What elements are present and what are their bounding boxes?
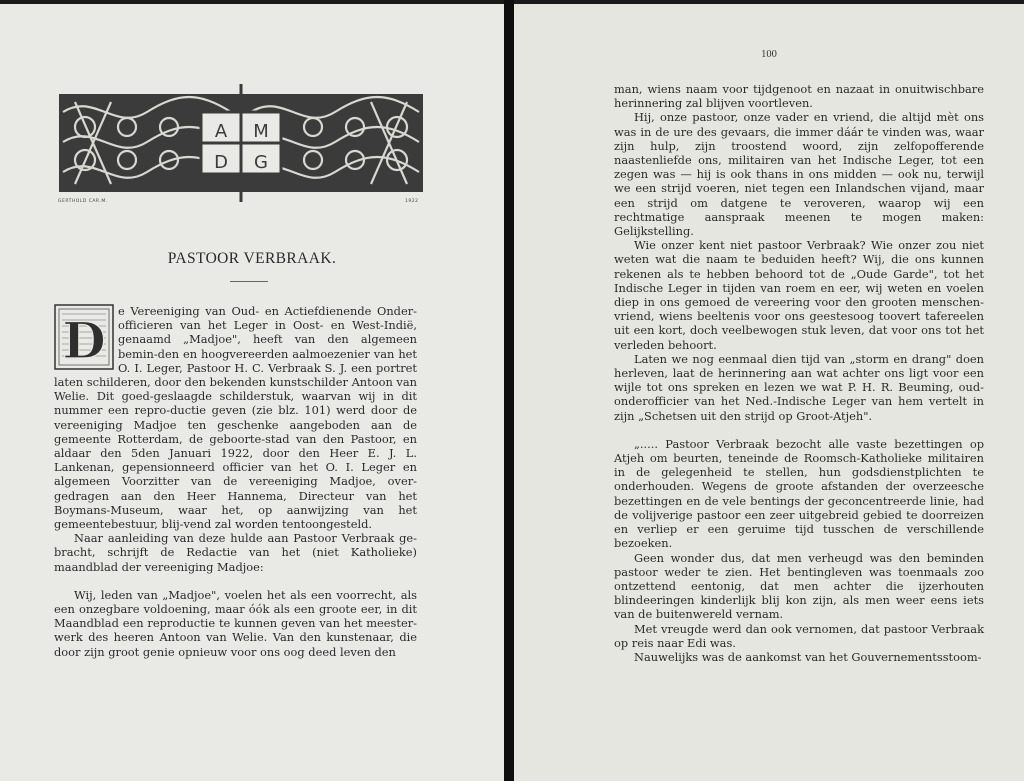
left-page-body [54,304,417,659]
right-paragraph-5: „..... Pastoor Verbraak bezocht alle vaste bezettingen op Atjeh om beurten, teneinde de Roomsch-Katholieke militairen in de gelegenheid te stellen, hun godsdienstplichten te onderhouden. Wegens de groote afstanden der overzeesche bezettingen en de vele bentings der geconcentreerde linie, had de volijverige pastoor een zeer uitgebreid gebied te doorreizen en verliep er een geruime tijd tusschen de verschillende bezoeken. [614,436,984,551]
book-gutter [504,0,514,781]
right-page-body [614,82,984,664]
ornamental-header-ampersand-amdg [55,82,427,204]
page-number: 100 [761,49,777,60]
right-paragraph-4: Laten we nog eenmaal dien tijd van „storm en drang" doen herleven, laat de herinnering aan wat achter ons ligt voor een wijle tot ons spreken en lezen we wat P. H. R. Beuming, oud-onderofficier van het Ned.-Indische Leger van hem vertelt in zijn „Schetsen uit den strijd op Groot-Atjeh". [614,351,984,423]
ornament-letter-a: A [214,121,228,142]
article-title: PASTOOR VERBRAAK. [167,250,337,267]
title-divider [230,281,268,282]
ornament-letter-g: G [254,152,268,173]
right-paragraph-6: Geen wonder dus, dat men verheugd was den beminden pastoor weder te zien. Het bentingleven was toenmaals zoo ontzettend eentonig, dat men achter die ijzerhouten blindeeringen kinderlijk blij kon zijn, als men weer eens iets van de buitenwereld vernam. [614,550,984,622]
right-paragraph-3: Wie onzer kent niet pastoor Verbraak? Wie onzer zou niet weten wat die naam te beduiden heeft? Wij, die ons kunnen rekenen als te hebben behoord tot de „Oude Garde", tot het Indische Leger in tijden van roem en eer, wij weten en voelen diep in ons gemoed de vereering voor den grooten menschen-vriend, wiens beeltenis voor ons geestesoog toovert tafereelen uit een kort, doch veelbewogen stuk leven, dat voor ons tot het verleden behoort. [614,238,984,352]
ornament-signature-left: GERTHOLD CAR.M. [58,199,108,204]
left-paragraph-2: Naar aanleiding van deze hulde aan Pastoor Verbraak ge-bracht, schrijft de Redactie van het (niet Katholieke) maandblad der vereeniging Madjoe: [54,531,417,574]
dropcap-letter: D [62,311,106,370]
right-paragraph-1: man, wiens naam voor tijdgenoot en nazaat in onuitwischbare herinnering zal blijven voortleven. [614,82,984,111]
ornament-letter-d: D [214,152,228,173]
left-paragraph-3: Wij, leden van „Madjoe", voelen het als een voorrecht, als een onzegbare voldoening, maar óók als een groote eer, in dit Maandblad een reproductie te kunnen geven van het meester-werk des heeren Antoon van Welie. Van den kunstenaar, die door zijn groot genie opnieuw voor ons oog deed leven den [54,587,417,659]
right-page [514,4,1024,781]
left-paragraph-1: e Vereeniging van Oud- en Actiefdienende Onder-officieren van het Leger in Oost- en West-Indië, genaamd „Madjoe", heeft van den algemeen bemin-den en hoogvereerden aalmoezenier van het O. I. Leger, Pastoor H. C. Verbraak S. J. een portret laten schilderen, door den bekenden kunstschilder Antoon van Welie. Dit goed-geslaagde schilderstuk, waarvan wij in dit nummer een repro-ductie geven (zie blz. 101) werd door de vereeniging Madjoe ten geschenke aangeboden aan de gemeente Rotterdam, de geboorte-stad van den Pastoor, en aldaar den 5den Januari 1922, door den Heer E. J. L. Lankenan, gepensionneerd officier van het O. I. Leger en algemeen Voorzitter van de vereeniging Madjoe, over-gedragen aan den Heer Hannema, Directeur van het Boymans-Museum, waar het, op aanwijzing van het gemeentebestuur, blij-vend zal worden tentoongesteld. [54,304,417,532]
dropcap-initial [54,304,114,370]
right-paragraph-2: Hij, onze pastoor, onze vader en vriend, die altijd mèt ons was in de ure des gevaars, die immer dáár te vinden was, waar zijn hulp, zijn troostend woord, zijn zelfopofferende naastenliefde ons, militairen van het Indische Leger, tot een zegen was — hij is ook thans in ons midden — ook nu, terwijl we een strijd voeren, niet tegen een Inlandschen vijand, maar een strijd om datgene te veroveren, waarop wij een rechtmatige aanspraak meenen te mogen maken: Gelijkstelling. [614,110,984,239]
right-paragraph-8: Nauwelijks was de aankomst van het Gouvernementsstoom- [634,649,982,664]
ornament-signature-right: 1922 [405,199,419,204]
left-page [0,4,504,781]
right-paragraph-7: Met vreugde werd dan ook vernomen, dat pastoor Verbraak op reis naar Edi was. [614,621,984,650]
ornament-letter-m: M [253,121,269,142]
